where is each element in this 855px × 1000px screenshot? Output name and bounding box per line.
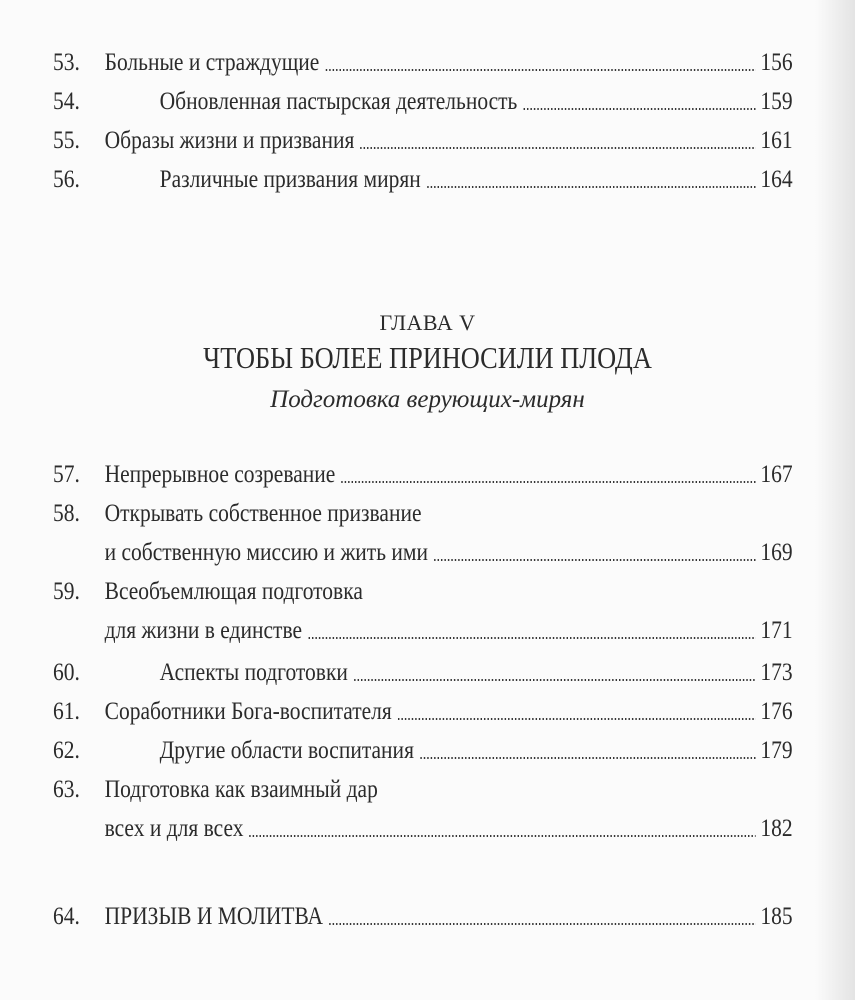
entry-title: Образы жизни и призвания [104,127,355,154]
entry-number: 63. [53,776,80,803]
toc-entry-53[interactable] [53,43,793,82]
entry-title: Различные призвания мирян [159,166,421,193]
toc-entry-56[interactable] [53,160,793,199]
entry-title: Непрерывное созревание [104,461,336,488]
dot-leader [328,923,755,925]
entry-title: Обновленная пастырская деятельность [159,88,518,115]
toc-entry-61[interactable] [53,692,793,731]
entry-page: 167 [760,461,793,488]
entry-number: 62. [53,737,80,764]
entry-title: Другие области воспитания [159,737,414,764]
dot-leader [325,69,756,71]
entry-title: Открывать собственное призвание [104,500,422,527]
dot-leader [353,679,755,681]
entry-page: 159 [760,88,793,115]
entry-number: 55. [53,127,80,154]
dot-leader [426,186,755,188]
entry-title-continuation: всех и для всех [104,815,244,842]
dot-leader [523,108,756,110]
toc-entry-58[interactable] [53,494,793,572]
entry-page: 161 [760,127,793,154]
dot-leader [340,481,755,483]
entry-number: 58. [53,500,80,527]
entry-page: 182 [760,815,793,842]
entry-title: Подготовка как взаимный дар [104,776,378,803]
toc-entry-60[interactable] [53,653,793,692]
entry-page: 176 [760,698,793,725]
entry-number: 57. [53,461,80,488]
entry-title: Соработники Бога-воспитателя [104,698,392,725]
toc-entry-57[interactable] [53,455,793,494]
entry-page: 164 [760,166,793,193]
toc-entry-55[interactable] [53,121,793,160]
entry-title-continuation: для жизни в единстве [104,617,303,644]
dot-leader [419,757,755,759]
toc-entry-62[interactable] [53,731,793,770]
dot-leader [307,637,755,639]
entry-number: 64. [53,903,80,930]
entry-title: Аспекты подготовки [159,659,348,686]
dot-leader [433,559,755,561]
dot-leader [360,147,756,149]
entry-number: 56. [53,166,80,193]
toc-entry-63[interactable] [53,770,793,848]
entry-page: 179 [760,737,793,764]
entry-number: 60. [53,659,80,686]
chapter-subtitle: Подготовка верующих-мирян [270,386,585,413]
dot-leader [397,718,755,720]
entry-title-continuation: и собственную миссию и жить ими [104,539,429,566]
page-edge-shadow [815,0,855,1000]
toc-entry-64[interactable] [53,897,793,936]
entry-page: 156 [760,49,793,76]
entry-number: 54. [53,88,80,115]
chapter-label: ГЛАВА V [379,310,476,335]
entry-page: 171 [760,617,793,644]
entry-number: 53. [53,49,80,76]
entry-title: ПРИЗЫВ И МОЛИТВА [104,903,324,930]
entry-page: 185 [760,903,793,930]
entry-page: 169 [760,539,793,566]
entry-title: Больные и страждущие [104,49,320,76]
entry-number: 59. [53,578,80,605]
entry-title: Всеобъемлющая подготовка [104,578,363,605]
entry-number: 61. [53,698,80,725]
dot-leader [249,835,756,837]
toc-entry-54[interactable] [53,82,793,121]
entry-page: 173 [760,659,793,686]
toc-entry-59[interactable] [53,572,793,650]
chapter-title: ЧТОБЫ БОЛЕЕ ПРИНОСИЛИ ПЛОДА [203,340,652,375]
